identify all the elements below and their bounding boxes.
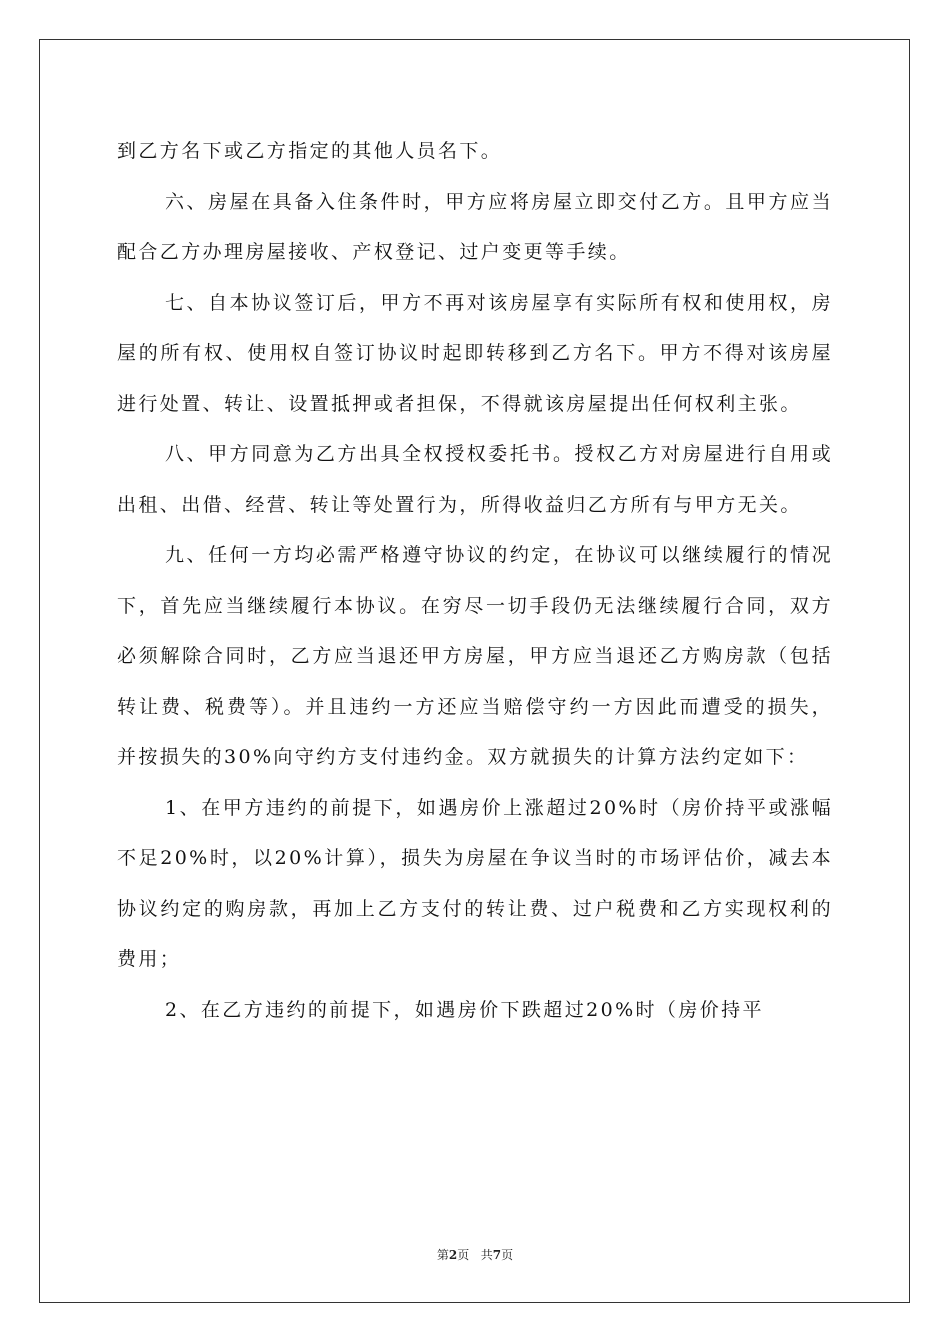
paragraph-4: 九、任何一方均必需严格遵守协议的约定，在协议可以继续履行的情况下，首先应当继续履行本协议。在穷尽一切手段仍无法继续履行合同，双方必须解除合同时，乙方应当退还甲方房屋，甲方应当退还乙方购房款（包括转让费、税费等）。并且违约一方还应当赔偿守约一方因此而遭受的损失，并按损失的30%向守约方支付违约金。双方就损失的计算方法约定如下：	[117, 544, 833, 768]
paragraph-2: 七、自本协议签订后，甲方不再对该房屋享有实际所有权和使用权，房屋的所有权、使用权自签订协议时起即转移到乙方名下。甲方不得对该房屋进行处置、转让、设置抵押或者担保，不得就该房屋提出任何权利主张。	[117, 291, 833, 415]
page-number: 2	[448, 1248, 458, 1262]
total-suffix: 页	[501, 1248, 514, 1262]
paragraph-6: 2、在乙方违约的前提下，如遇房价下跌超过20%时（房价持平	[165, 998, 764, 1021]
paragraph-0: 到乙方名下或乙方指定的其他人员名下。	[117, 140, 503, 162]
total-pages: 7	[492, 1248, 502, 1262]
page-prefix: 第	[436, 1248, 449, 1262]
document-body	[117, 126, 833, 1035]
total-prefix: 共	[480, 1248, 493, 1262]
page-suffix: 页	[457, 1248, 470, 1262]
paragraph-5: 1、在甲方违约的前提下，如遇房价上涨超过20%时（房价持平或涨幅不足20%时，以20%计算），损失为房屋在争议当时的市场评估价，减去本协议约定的购房款，再加上乙方支付的转让费、过户税费和乙方实现权利的费用；	[117, 796, 833, 970]
paragraph-3: 八、甲方同意为乙方出具全权授权委托书。授权乙方对房屋进行自用或出租、出借、经营、转让等处置行为，所得收益归乙方所有与甲方无关。	[117, 443, 833, 516]
page-footer	[0, 1246, 950, 1263]
paragraph-1: 六、房屋在具备入住条件时，甲方应将房屋立即交付乙方。且甲方应当配合乙方办理房屋接收、产权登记、过户变更等手续。	[117, 190, 833, 263]
